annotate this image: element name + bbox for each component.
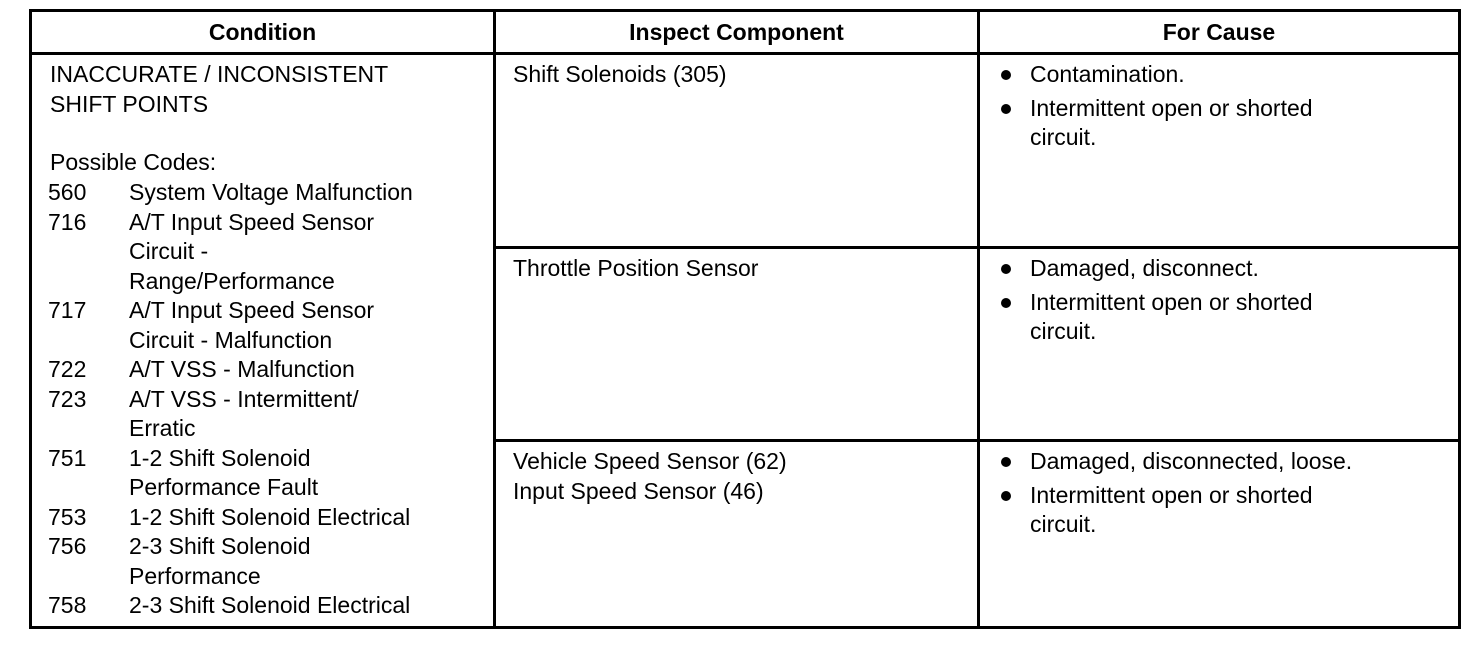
code-description-line: 2-3 Shift Solenoid	[129, 533, 311, 559]
possible-codes-label: Possible Codes:	[50, 149, 217, 175]
code-item	[48, 385, 413, 444]
code-description	[129, 296, 374, 355]
code-number: 756	[48, 533, 87, 559]
cause-item	[997, 60, 1313, 90]
code-description-line: Range/Performance	[129, 267, 335, 294]
cause-list	[997, 254, 1313, 351]
cause-text-line: circuit.	[1030, 318, 1097, 344]
cause-text	[1030, 447, 1352, 477]
header-divider	[32, 52, 1458, 55]
bullet-icon	[997, 481, 1030, 540]
bullet-icon	[997, 447, 1030, 477]
header-for-cause: For Cause	[1162, 18, 1276, 45]
code-number: 560	[48, 179, 87, 205]
cause-item	[997, 447, 1352, 477]
cause-text	[1030, 481, 1313, 540]
condition-title-line: SHIFT POINTS	[50, 90, 209, 117]
cause-text-line: Damaged, disconnected, loose.	[1030, 448, 1353, 474]
code-description	[129, 208, 374, 297]
code-description	[129, 532, 311, 591]
inspect-component-cell	[513, 447, 787, 506]
code-description-line: A/T Input Speed Sensor	[129, 208, 375, 235]
cause-text	[1030, 60, 1185, 90]
possible-codes-list	[48, 178, 413, 621]
cause-list	[997, 60, 1313, 157]
code-description-line: 2-3 Shift Solenoid Electrical	[129, 592, 411, 618]
cause-text	[1030, 288, 1313, 347]
cause-item	[997, 94, 1313, 153]
code-description	[129, 355, 355, 385]
condition-title	[50, 60, 388, 119]
header-condition: Condition	[208, 18, 317, 45]
code-description-line: Circuit -	[129, 238, 209, 264]
inspect-component-cell	[513, 254, 758, 284]
column-divider-2	[977, 12, 980, 626]
code-item	[48, 532, 413, 591]
component-name: Shift Solenoids (305)	[513, 61, 727, 87]
diagnosis-table	[29, 9, 1461, 629]
code-number: 758	[48, 592, 87, 618]
code-description-line: A/T Input Speed Sensor	[129, 297, 375, 323]
code-item	[48, 355, 413, 385]
code-number: 723	[48, 385, 87, 412]
cause-text-line: Intermittent open or shorted	[1030, 94, 1313, 121]
cause-text	[1030, 254, 1259, 284]
code-description-line: 1-2 Shift Solenoid Electrical	[129, 503, 411, 530]
code-item	[48, 208, 413, 297]
column-divider-1	[493, 12, 496, 626]
bullet-icon	[997, 60, 1030, 90]
code-item	[48, 503, 413, 533]
cause-text-line: circuit.	[1030, 511, 1097, 537]
code-description-line: 1-2 Shift Solenoid	[129, 444, 311, 471]
code-description-line: A/T VSS - Malfunction	[129, 356, 355, 382]
code-number: 753	[48, 503, 87, 530]
code-description-line: Performance	[129, 562, 261, 589]
row-divider-2	[493, 439, 1458, 442]
code-item	[48, 178, 413, 208]
cause-text-line: Contamination.	[1030, 61, 1185, 87]
code-description	[129, 385, 359, 444]
cause-item	[997, 481, 1352, 540]
code-number: 717	[48, 297, 87, 323]
component-name: Vehicle Speed Sensor (62)	[513, 448, 787, 474]
code-description-line: Circuit - Malfunction	[129, 326, 333, 353]
cause-item	[997, 254, 1313, 284]
cause-text	[1030, 94, 1313, 153]
code-description	[129, 178, 413, 208]
cause-text-line: Intermittent open or shorted	[1030, 481, 1313, 508]
code-description-line: Erratic	[129, 415, 196, 441]
component-name: Input Speed Sensor (46)	[513, 477, 764, 504]
cause-text-line: Intermittent open or shorted	[1030, 288, 1313, 315]
code-description	[129, 503, 410, 533]
code-description-line: Performance Fault	[129, 474, 319, 500]
code-number: 722	[48, 356, 87, 382]
row-divider-1	[493, 246, 1458, 249]
code-description-line: A/T VSS - Intermittent/	[129, 385, 359, 412]
code-description	[129, 444, 318, 503]
bullet-icon	[997, 254, 1030, 284]
code-item	[48, 591, 413, 621]
cause-list	[997, 447, 1352, 544]
cause-item	[997, 288, 1313, 347]
inspect-component-cell	[513, 60, 727, 90]
component-name: Throttle Position Sensor	[513, 255, 759, 281]
code-description-line: System Voltage Malfunction	[129, 179, 413, 205]
code-item	[48, 444, 413, 503]
condition-title-line: INACCURATE / INCONSISTENT	[50, 61, 389, 87]
bullet-icon	[997, 288, 1030, 347]
header-inspect-component: Inspect Component	[629, 18, 844, 45]
bullet-icon	[997, 94, 1030, 153]
code-description	[129, 591, 410, 621]
cause-text-line: circuit.	[1030, 124, 1097, 150]
cause-text-line: Damaged, disconnect.	[1030, 255, 1259, 281]
code-item	[48, 296, 413, 355]
code-number: 751	[48, 444, 87, 471]
code-number: 716	[48, 208, 87, 235]
